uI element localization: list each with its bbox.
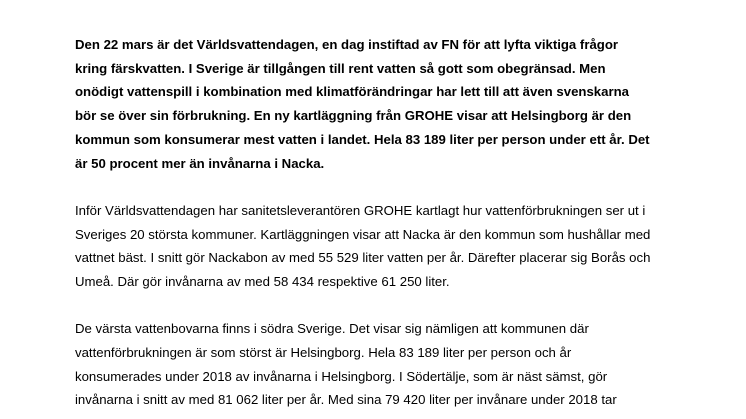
text-line: onödigt vattenspill i kombination med klimatförändringar har lett till att även svenskarna bbox=[75, 84, 629, 100]
paragraph-spacer bbox=[75, 294, 715, 318]
body-paragraph-1 bbox=[75, 199, 715, 294]
text-line: bör se över sin förbrukning. En ny kartläggning från GROHE visar att Helsingborg är den bbox=[75, 108, 632, 124]
text-line: Umeå. Där gör invånarna av med 58 434 respektive 61 250 liter. bbox=[75, 273, 450, 289]
text-line: Sveriges 20 största kommuner. Kartläggningen visar att Nacka är den kommun som hushållar med bbox=[75, 226, 651, 242]
text-line: invånarna i snitt av med 81 062 liter per år. Med sina 79 420 liter per invånare under 2018 tar bbox=[75, 392, 617, 408]
text-line: konsumerades under 2018 av invånarna i Helsingborg. I Södertälje, som är näst sämst, gör bbox=[75, 368, 608, 384]
document-page bbox=[75, 33, 715, 412]
text-line: kommun som konsumerar mest vatten i landet. Hela 83 189 liter per person under ett år. Det bbox=[75, 131, 650, 147]
text-line: vattnet bäst. I snitt gör Nackabon av med 55 529 liter vatten per år. Därefter placerar sig Borås och bbox=[75, 250, 651, 266]
body-paragraph-2 bbox=[75, 317, 715, 412]
text-line: är 50 procent mer än invånarna i Nacka. bbox=[75, 155, 325, 171]
text-line: Inför Världsvattendagen har sanitetsleverantören GROHE kartlagt hur vattenförbrukningen ser ut i bbox=[75, 202, 646, 218]
paragraph-spacer bbox=[75, 175, 715, 199]
text-line: kring färskvatten. I Sverige är tillgången till rent vatten så gott som obegränsad. Men bbox=[75, 60, 606, 76]
text-line: vattenförbrukningen är som störst är Helsingborg. Hela 83 189 liter per person och år bbox=[75, 344, 572, 360]
lead-paragraph bbox=[75, 33, 715, 175]
text-line: De värsta vattenbovarna finns i södra Sverige. Det visar sig nämligen att kommunen där bbox=[75, 321, 589, 337]
text-line: Den 22 mars är det Världsvattendagen, en dag instiftad av FN för att lyfta viktiga frågor bbox=[75, 37, 619, 52]
